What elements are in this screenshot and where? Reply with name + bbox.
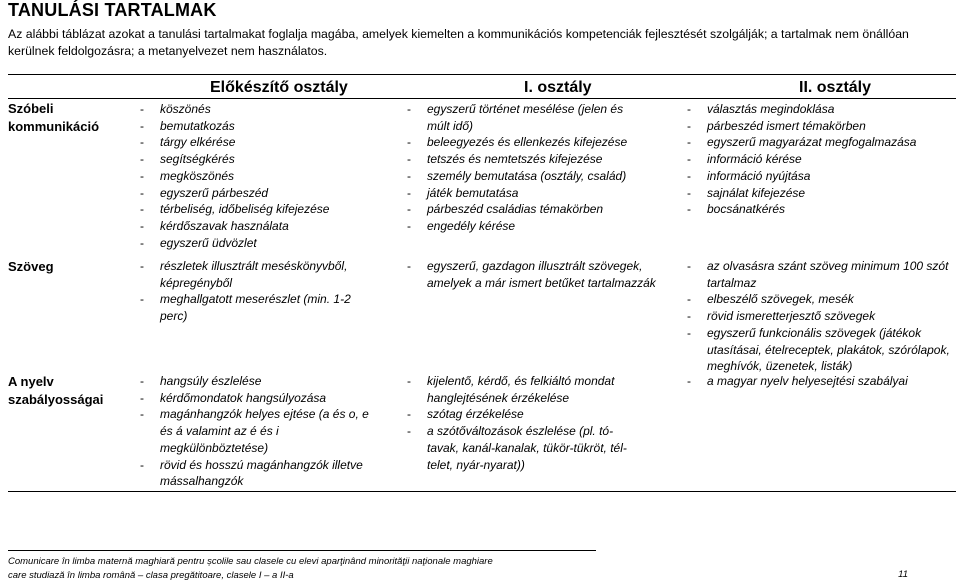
column-header-grade1: I. osztály [524, 79, 592, 96]
dash-bullet: - [687, 374, 691, 388]
list-item-text: bocsánatkérés [707, 202, 786, 217]
list-item [140, 134, 372, 151]
list-item-text: játék bemutatása [427, 185, 519, 200]
list-item [140, 201, 372, 218]
dash-bullet: - [140, 185, 144, 200]
dash-bullet: - [687, 292, 691, 307]
list-item-text: rövid és hosszú magánhangzók illetve mássalhangzók [160, 457, 363, 489]
cell-oral-prep [140, 101, 372, 251]
list-item [407, 151, 647, 168]
dash-bullet: - [407, 424, 411, 439]
list-item [140, 101, 372, 118]
list-item-text: egyszerű funkcionális szövegek (játékok utasításai, ételreceptek, plakátok, szórólapok, meghívók, üzenetek, listák) [707, 325, 950, 374]
row-label-language-rules [8, 373, 103, 409]
list-item [140, 373, 372, 390]
dash-bullet: - [407, 135, 411, 150]
list-item [140, 457, 372, 490]
dash-bullet: - [140, 168, 144, 183]
dash-bullet: - [407, 168, 411, 183]
dash-bullet: - [687, 185, 691, 200]
footer-line-1: Comunicare în limba maternă maghiară pentru școlile sau clasele cu elevi aparţinând minorităţii naţionale maghiare [8, 556, 493, 567]
list-item [407, 218, 647, 235]
dash-bullet: - [407, 374, 411, 388]
row-label-line: Szöveg [8, 259, 54, 274]
dash-bullet: - [140, 135, 144, 150]
list-item-text: rövid ismeretterjesztő szövegek [707, 309, 876, 324]
cell-text-grade1 [407, 258, 679, 291]
dash-bullet: - [687, 152, 691, 167]
list-item [687, 185, 957, 202]
list-item-text: a magyar nyelv helyesejtési szabályai [707, 374, 908, 388]
footer-line-2: care studiază în limba română – clasa pregătitoare, clasele I – a II-a [8, 570, 294, 581]
dash-bullet: - [140, 407, 144, 422]
dash-bullet: - [140, 457, 144, 472]
dash-bullet: - [407, 218, 411, 233]
dash-bullet: - [407, 202, 411, 217]
list-item [140, 406, 372, 456]
list-item-text: egyszerű történet mesélése (jelen és múlt idő) [427, 102, 624, 133]
list-item [140, 291, 372, 324]
list-item [407, 185, 647, 202]
list-item [407, 258, 679, 291]
list-item-text: az olvasásra szánt szöveg minimum 100 szót tartalmaz [707, 259, 949, 290]
list-item [140, 235, 372, 252]
dash-bullet: - [687, 202, 691, 217]
list-item-text: egyszerű, gazdagon illusztrált szövegek, amelyek a már ismert betűket tartalmazzák [427, 259, 656, 290]
column-header-prep: Előkészítő osztály [210, 79, 348, 96]
list-item [407, 168, 647, 185]
list-item [687, 373, 957, 390]
list-item-text: egyszerű párbeszéd [160, 185, 269, 200]
list-item-text: információ kérése [707, 152, 802, 167]
list-item-text: információ nyújtása [707, 168, 811, 183]
list-item-text: tetszés és nemtetszés kifejezése [427, 152, 603, 167]
list-item [407, 406, 643, 423]
dash-bullet: - [140, 152, 144, 167]
list-item [140, 118, 372, 135]
row-label-line: Szóbeli [8, 101, 54, 116]
list-item [687, 101, 957, 118]
row-label-oral-communication [8, 100, 99, 136]
list-item-text: engedély kérése [427, 218, 516, 233]
list-item [140, 168, 372, 185]
list-item-text: bemutatkozás [160, 118, 235, 133]
cell-text-grade2 [687, 258, 955, 375]
row-label-line: A nyelv [8, 374, 54, 389]
list-item-text: megköszönés [160, 168, 235, 183]
list-item-text: egyszerű üdvözlet [160, 235, 257, 250]
table-bottom-rule [8, 491, 956, 492]
list-item-text: kijelentő, kérdő, és felkiáltó mondat hanglejtésének érzékelése [427, 374, 615, 405]
list-item [407, 423, 643, 473]
list-item-text: segítségkérés [160, 152, 235, 167]
list-item-text: hangsúly észlelése [160, 374, 262, 388]
page-number: 11 [898, 569, 908, 580]
column-header-grade2: II. osztály [799, 79, 872, 96]
dash-bullet: - [140, 118, 144, 133]
list-item-text: kérdőmondatok hangsúlyozása [160, 390, 327, 405]
dash-bullet: - [687, 135, 691, 150]
list-item-text: meghallgatott meserészlet (min. 1-2 perc) [160, 292, 351, 324]
dash-bullet: - [687, 168, 691, 183]
dash-bullet: - [687, 102, 691, 116]
list-item [687, 118, 957, 135]
list-item [140, 185, 372, 202]
row-label-line: kommunikáció [8, 119, 100, 134]
list-item [140, 218, 372, 235]
list-item [140, 258, 372, 291]
dash-bullet: - [140, 202, 144, 217]
list-item-text: részletek illusztrált meséskönyvből, képregényből [160, 259, 348, 290]
list-item-text: párbeszéd ismert témakörben [707, 118, 866, 133]
dash-bullet: - [687, 259, 691, 273]
list-item-text: magánhangzók helyes ejtése (a és o, e és á valamint az é és i megkülönböztetése) [160, 407, 369, 455]
list-item-text: térbeliség, időbeliség kifejezése [160, 202, 330, 217]
list-item [687, 308, 955, 325]
dash-bullet: - [407, 259, 411, 273]
list-item-text: egyszerű magyarázat megfogalmazása [707, 135, 917, 150]
row-label-text [8, 258, 54, 276]
list-item-text: választás megindoklása [707, 102, 835, 116]
dash-bullet: - [687, 309, 691, 324]
dash-bullet: - [407, 407, 411, 422]
page-title: TANULÁSI TARTALMAK [8, 0, 217, 20]
cell-rules-prep [140, 373, 372, 490]
dash-bullet: - [407, 185, 411, 200]
dash-bullet: - [140, 218, 144, 233]
list-item-text: a szótőváltozások észlelése (pl. tó-tavak, kanál-kanalak, tükör-tükröt, tél-telet, nyár-nyarat)) [427, 424, 627, 472]
list-item [687, 134, 957, 151]
dash-bullet: - [140, 292, 144, 307]
list-item [140, 390, 372, 407]
cell-oral-grade1 [407, 101, 647, 235]
list-item [407, 134, 647, 151]
footnote-rule [8, 550, 596, 551]
list-item-text: elbeszélő szövegek, mesék [707, 292, 854, 307]
list-item [407, 101, 647, 134]
list-item-text: tárgy elkérése [160, 135, 236, 150]
dash-bullet: - [687, 325, 691, 340]
list-item-text: sajnálat kifejezése [707, 185, 806, 200]
list-item-text: szótag érzékelése [427, 407, 524, 422]
list-item [140, 151, 372, 168]
cell-rules-grade2 [687, 373, 957, 390]
dash-bullet: - [140, 235, 144, 250]
dash-bullet: - [140, 259, 144, 273]
list-item-text: párbeszéd családias témakörben [427, 202, 604, 217]
row-label-line: szabályosságai [8, 392, 104, 407]
list-item-text: beleegyezés és ellenkezés kifejezése [427, 135, 628, 150]
cell-rules-grade1 [407, 373, 643, 473]
list-item-text: köszönés [160, 102, 211, 116]
list-item [407, 373, 643, 406]
table-top-rule [8, 74, 956, 75]
dash-bullet: - [407, 102, 411, 116]
list-item [687, 258, 955, 291]
list-item [687, 291, 955, 308]
table-header-rule [8, 98, 956, 99]
dash-bullet: - [687, 118, 691, 133]
list-item [687, 325, 955, 375]
list-item [687, 168, 957, 185]
dash-bullet: - [140, 374, 144, 388]
dash-bullet: - [140, 102, 144, 116]
dash-bullet: - [407, 152, 411, 167]
intro-paragraph: Az alábbi táblázat azokat a tanulási tartalmakat foglalja magába, amelyek kiemelten a kommunikációs kompetenciák fejlesztését szolgálják; a tartalmak nem önállóan kerülnek feldolgozásra; a metanyelvezet nem használatos. [8, 27, 909, 58]
cell-oral-grade2 [687, 101, 957, 218]
cell-text-prep [140, 258, 372, 325]
list-item-text: személy bemutatása (osztály, család) [427, 168, 627, 183]
list-item [407, 201, 647, 218]
list-item [687, 151, 957, 168]
dash-bullet: - [140, 390, 144, 405]
list-item [687, 201, 957, 218]
list-item-text: kérdőszavak használata [160, 218, 289, 233]
